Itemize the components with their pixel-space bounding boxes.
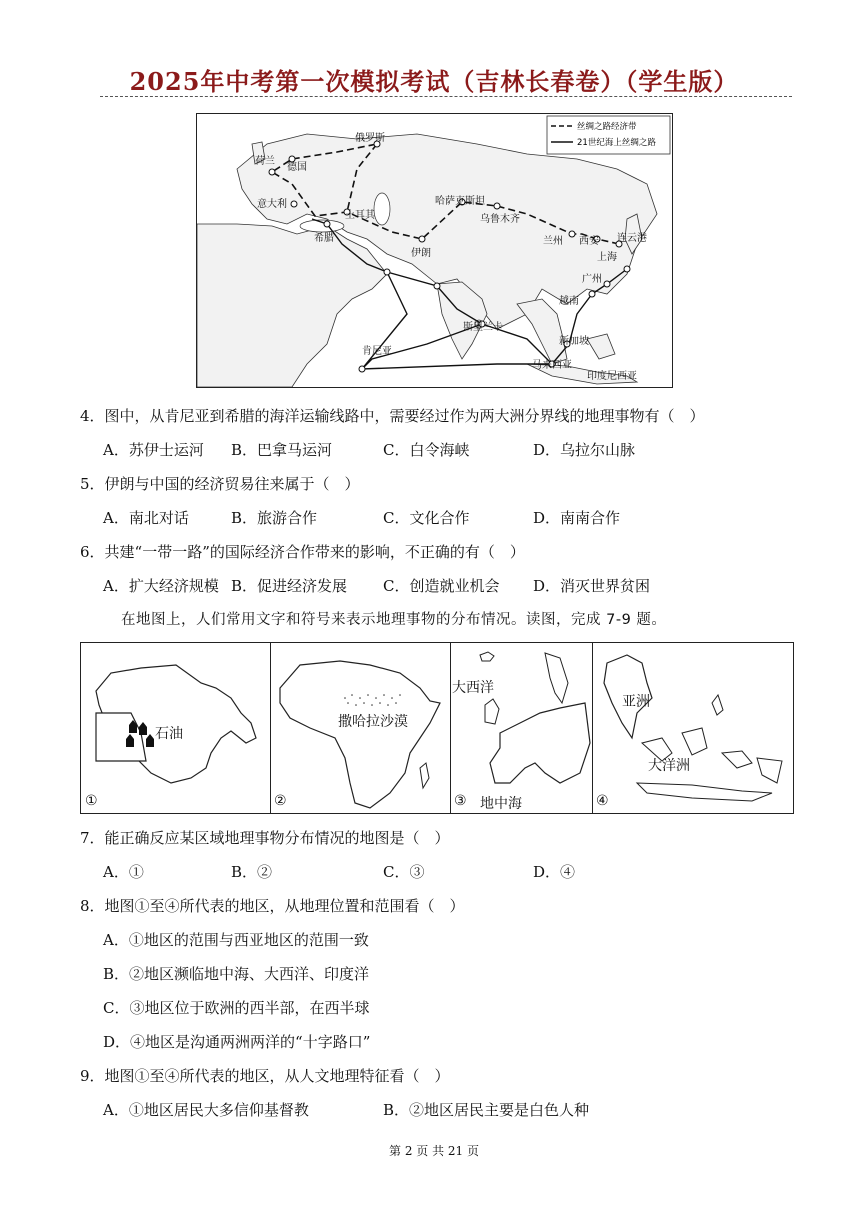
label-russia: 俄罗斯 bbox=[355, 133, 385, 144]
label-netherlands: 荷兰 bbox=[255, 156, 275, 167]
q5-option-c[interactable]: C．文化合作 bbox=[383, 509, 470, 527]
label-shanghai: 上海 bbox=[597, 252, 617, 263]
panel-1-west-asia bbox=[81, 643, 271, 813]
q9-option-a[interactable]: A．①地区居民大多信仰基督教 bbox=[103, 1101, 309, 1119]
panel-1-number: ① bbox=[85, 793, 98, 809]
label-italy: 意大利 bbox=[257, 199, 287, 210]
q9-option-b[interactable]: B．②地区居民主要是白色人种 bbox=[383, 1101, 590, 1119]
q7-option-c[interactable]: C．③ bbox=[383, 863, 425, 881]
question-8-stem: 8．地图①至④所代表的地区，从地理位置和范围看（ ） bbox=[80, 897, 465, 915]
q7-option-a[interactable]: A．① bbox=[103, 863, 144, 881]
q5-option-b[interactable]: B．旅游合作 bbox=[231, 509, 318, 527]
q4-option-d[interactable]: D．乌拉尔山脉 bbox=[533, 441, 636, 459]
label-xian: 西安 bbox=[579, 236, 599, 247]
page-header-title: 2025年中考第一次模拟考试（吉林长春卷）（学生版） bbox=[129, 67, 739, 96]
question-7-stem: 7．能正确反应某区域地理事物分布情况的地图是（ ） bbox=[80, 829, 450, 847]
label-indonesia: 印度尼西亚 bbox=[587, 371, 637, 382]
label-germany: 德国 bbox=[287, 162, 307, 173]
label-lianyungang: 连云港 bbox=[617, 233, 647, 244]
question-9-stem: 9．地图①至④所代表的地区，从人文地理特征看（ ） bbox=[80, 1067, 450, 1085]
q6-option-c[interactable]: C．创造就业机会 bbox=[383, 577, 500, 595]
q4-option-b[interactable]: B．巴拿马运河 bbox=[231, 441, 333, 459]
label-kenya: 肯尼亚 bbox=[362, 346, 392, 357]
question-6-stem: 6．共建“一带一路”的国际经济合作带来的影响，不正确的有（ ） bbox=[80, 543, 525, 561]
q8-option-d[interactable]: D．④地区是沟通两洲两洋的“十字路口” bbox=[103, 1033, 371, 1051]
label-vietnam: 越南 bbox=[559, 296, 579, 307]
panel-4-label-oceania: 大洋洲 bbox=[648, 758, 690, 774]
map-panels bbox=[80, 642, 794, 814]
section-intro: 在地图上，人们常用文字和符号来表示地理事物的分布情况。读图，完成 7-9 题。 bbox=[121, 612, 667, 628]
panel-3-label-atlantic: 大西洋 bbox=[452, 680, 494, 696]
panel-4-number: ④ bbox=[596, 793, 609, 809]
q5-option-a[interactable]: A．南北对话 bbox=[103, 509, 189, 527]
panel-4-label-asia: 亚洲 bbox=[622, 694, 650, 710]
page-footer: 第 2 页 共 21 页 bbox=[389, 1144, 479, 1158]
q7-option-b[interactable]: B．② bbox=[231, 863, 273, 881]
legend-land-route: 丝绸之路经济带 bbox=[577, 122, 637, 132]
label-guangzhou: 广州 bbox=[582, 274, 602, 285]
panel-4-southeast-asia bbox=[592, 643, 793, 813]
q8-option-a[interactable]: A．①地区的范围与西亚地区的范围一致 bbox=[103, 931, 369, 949]
q6-option-d[interactable]: D．消灭世界贫困 bbox=[533, 577, 651, 595]
q6-option-a[interactable]: A．扩大经济规模 bbox=[103, 577, 219, 595]
panel-3-label-mediterranean: 地中海 bbox=[480, 796, 522, 812]
belt-and-road-map bbox=[196, 113, 673, 388]
q6-option-b[interactable]: B．促进经济发展 bbox=[231, 577, 348, 595]
panel-3-europe bbox=[450, 643, 593, 813]
header-divider bbox=[100, 96, 792, 97]
q8-option-c[interactable]: C．③地区位于欧洲的西半部，在西半球 bbox=[103, 999, 370, 1017]
label-turkey: 土耳其 bbox=[345, 210, 375, 221]
q5-option-d[interactable]: D．南南合作 bbox=[533, 509, 621, 527]
q8-option-b[interactable]: B．②地区濒临地中海、大西洋、印度洋 bbox=[103, 965, 370, 983]
q4-option-a[interactable]: A．苏伊士运河 bbox=[103, 441, 204, 459]
q4-option-c[interactable]: C．白令海峡 bbox=[383, 441, 470, 459]
q7-option-d[interactable]: D．④ bbox=[533, 863, 576, 881]
label-iran: 伊朗 bbox=[411, 248, 431, 259]
label-singapore: 新加坡 bbox=[559, 336, 589, 347]
label-lanzhou: 兰州 bbox=[543, 236, 563, 247]
panel-2-label-sahara: 撒哈拉沙漠 bbox=[338, 714, 408, 730]
panel-1-label-oil: 石油 bbox=[155, 726, 183, 742]
question-4-stem: 4．图中，从肯尼亚到希腊的海洋运输线路中，需要经过作为两大洲分界线的地理事物有（ ） bbox=[80, 407, 705, 425]
label-urumqi: 乌鲁木齐 bbox=[480, 214, 520, 225]
question-5-stem: 5．伊朗与中国的经济贸易往来属于（ ） bbox=[80, 475, 360, 493]
legend-sea-route: 21世纪海上丝绸之路 bbox=[577, 138, 656, 148]
panel-3-number: ③ bbox=[454, 793, 467, 809]
panel-2-africa bbox=[270, 643, 451, 813]
label-greece: 希腊 bbox=[314, 233, 334, 244]
label-malaysia: 马来西亚 bbox=[532, 360, 572, 371]
label-kazakhstan: 哈萨克斯坦 bbox=[435, 196, 485, 207]
label-srilanka: 斯里兰卡 bbox=[463, 322, 503, 333]
panel-2-number: ② bbox=[274, 793, 287, 809]
